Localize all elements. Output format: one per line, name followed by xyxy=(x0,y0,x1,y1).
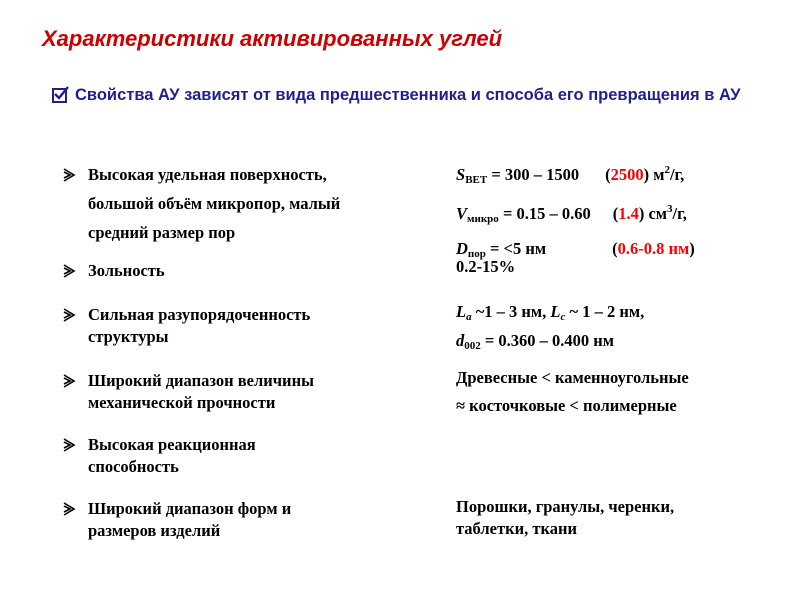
v-micro-line: $V_{микро} = 0.15 - 0.60$ (1.4) $см^3/г$, xyxy=(456,203,687,225)
checkbox-checked-icon xyxy=(52,88,67,103)
forms-line: таблетки, ткани xyxy=(456,519,577,538)
structure-values xyxy=(456,300,644,358)
property-line: Широкий диапазон величины xyxy=(88,371,314,390)
subtitle xyxy=(52,86,741,105)
property-item xyxy=(62,434,256,478)
arrow-bullet-icon xyxy=(62,502,76,516)
surface-values xyxy=(456,156,695,269)
arrow-bullet-icon xyxy=(62,374,76,388)
property-line: механической прочности xyxy=(88,393,276,412)
l-params-line: $L_a$ ~1 – 3 нм, $L_c$ ~ 1 – 2 нм, xyxy=(456,302,645,323)
property-line: способность xyxy=(88,457,179,476)
strength-values xyxy=(456,364,689,420)
slide-title: Характеристики активированных углей xyxy=(42,26,503,51)
property-line: Высокая удельная поверхность, xyxy=(88,165,327,184)
d-pore-line: $D_{пор} = <5$ нм (0.6-0.8 нм) xyxy=(456,239,695,260)
d002-line: $d_{002} = 0.360 - 0.400$ нм xyxy=(456,331,615,352)
property-line: Широкий диапазон форм и xyxy=(88,499,292,518)
arrow-bullet-icon xyxy=(62,438,76,452)
strength-line: Древесные < каменноугольные xyxy=(456,368,689,387)
arrow-bullet-icon xyxy=(62,168,76,182)
property-item xyxy=(62,260,165,282)
property-line: Зольность xyxy=(88,261,165,280)
property-item xyxy=(62,160,340,247)
property-line: Сильная разупорядоченность xyxy=(88,305,311,324)
subtitle-text: Свойства АУ зависят от вида предшественника и способа его превращения в АУ xyxy=(75,86,741,104)
strength-line: ≈ косточковые < полимерные xyxy=(456,396,677,415)
property-line: размеров изделий xyxy=(88,521,221,540)
arrow-bullet-icon xyxy=(62,308,76,322)
property-line: структуры xyxy=(88,327,169,346)
ash-value: 0.2-15% xyxy=(456,257,516,276)
property-line: большой объём микропор, малый xyxy=(88,194,341,213)
s-bet-line: $S_{BET} = 300 - 1500$ (2500) $м^2/г$, xyxy=(456,164,685,186)
arrow-bullet-icon xyxy=(62,264,76,278)
forms-values xyxy=(456,496,674,540)
property-item xyxy=(62,498,291,542)
property-item xyxy=(62,370,314,414)
property-item xyxy=(62,304,310,348)
property-line: Высокая реакционная xyxy=(88,435,256,454)
forms-line: Порошки, гранулы, черенки, xyxy=(456,497,675,516)
property-line: средний размер пор xyxy=(88,223,236,242)
